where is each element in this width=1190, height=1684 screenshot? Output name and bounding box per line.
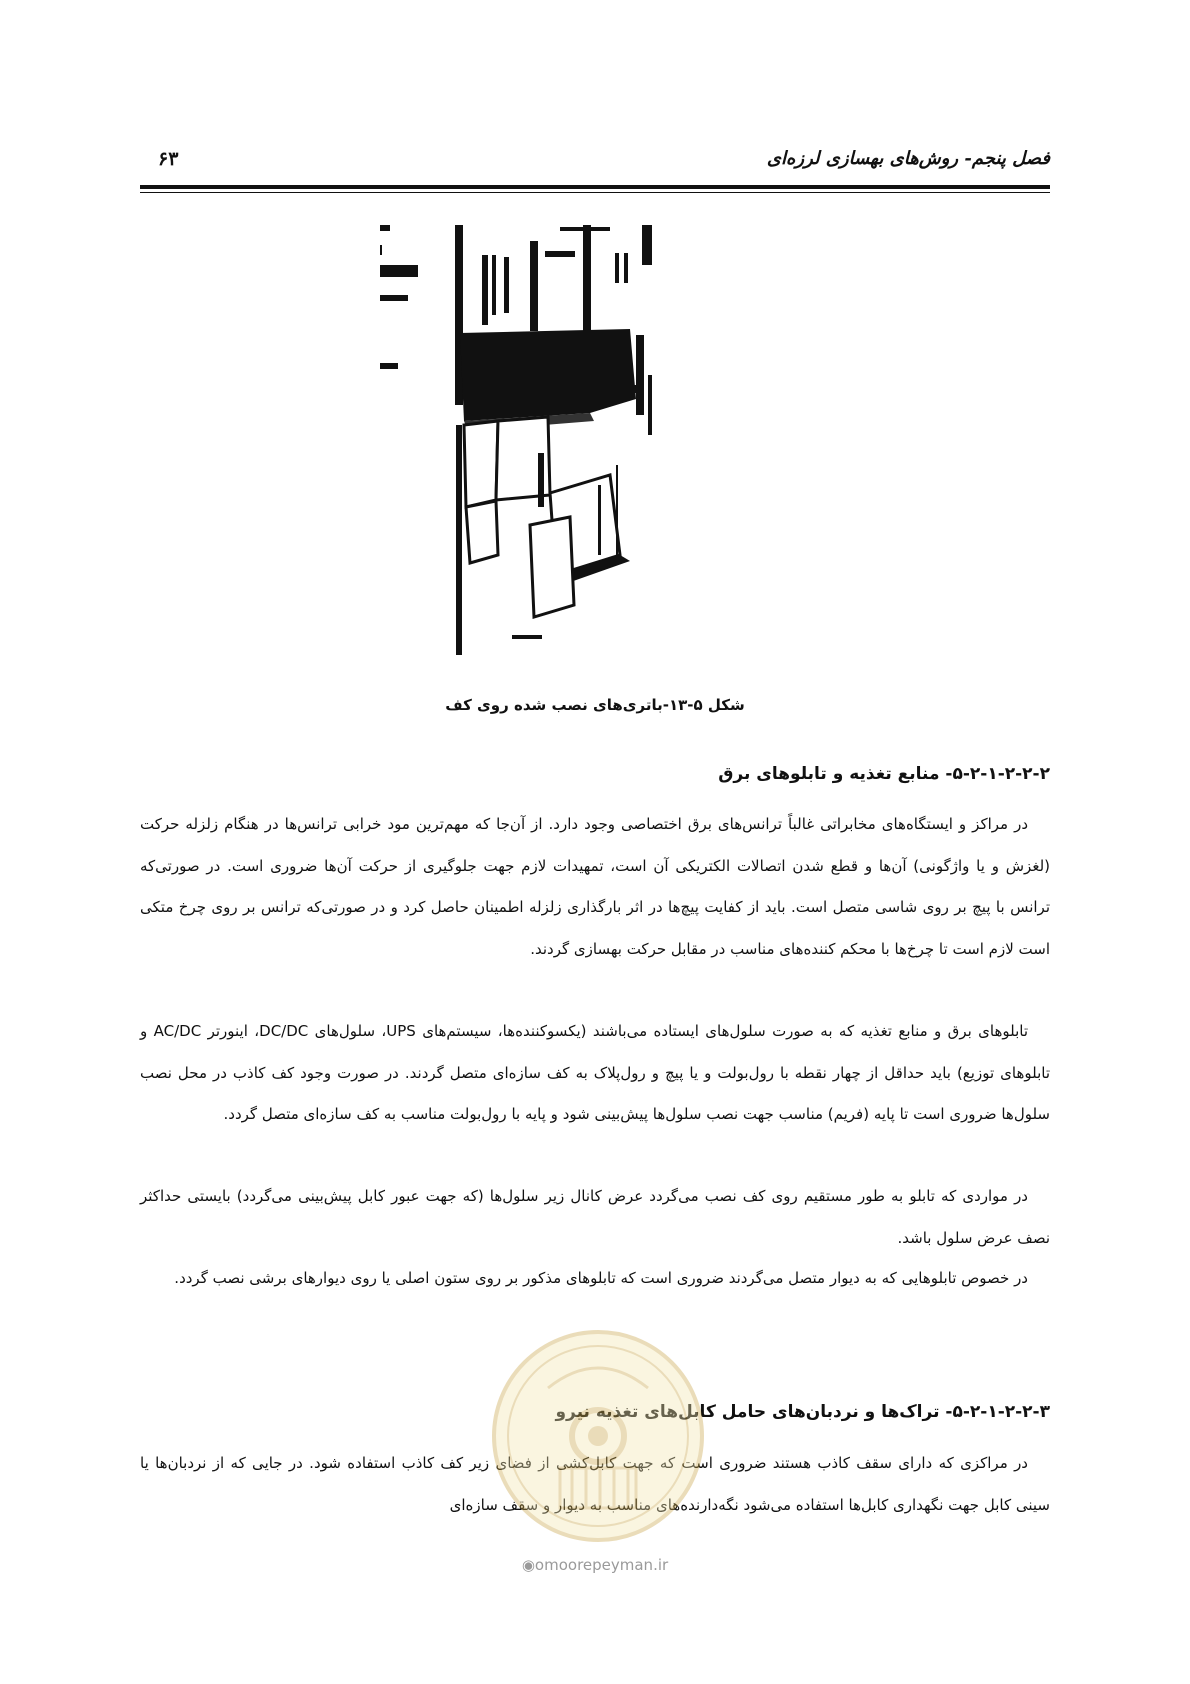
figure-caption: شکل ۵-۱۳-باتری‌های نصب شده روی کف <box>445 696 745 714</box>
chapter-title: فصل پنجم- روش‌های بهسازی لرزه‌ای <box>766 148 1050 169</box>
battery-photo-image <box>380 225 730 655</box>
watermark-site <box>0 1556 1190 1574</box>
watermark-icon: ◉ <box>521 1556 535 1574</box>
section-heading-cable-trays: ۵-۲-۱-۲-۲-۳- تراک‌ها و نردبان‌های حامل کابل‌های تغذیه نیرو <box>555 1402 1050 1422</box>
paragraph-panels: تابلوهای برق و منابع تغذیه که به صورت سلول‌های ایستاده می‌باشند (یکسوکننده‌ها، سیستم‌های UPS، سلول‌های DC/DC، اینورتر AC/DC و تابلوهای توزیع) باید حداقل از چهار نقطه با رول‌بولت و یا پیچ و رول‌پلاک به کف سازه‌ای متصل گردند. در صورت وجود کف کاذب در محل نصب سلول‌ها ضروری است تا پایه (فریم) مناسب جهت نصب سلول‌ها پیش‌بینی شود و پایه با رول‌بولت مناسب به کف سازه‌ای متصل گردد. <box>140 1022 1050 1123</box>
paragraph-cable-channel: در مواردی که تابلو به طور مستقیم روی کف نصب می‌گردد عرض کانال زیر سلول‌ها (که جهت عبور کابل پیش‌بینی می‌گردد) بایستی حداکثر نصف عرض سلول باشد. <box>140 1187 1050 1247</box>
battery-photo <box>380 225 730 655</box>
header-rule-thin <box>140 192 1050 193</box>
header-rule-thick <box>140 185 1050 189</box>
paragraph-wall-panels: در خصوص تابلوهایی که به دیوار متصل می‌گردند ضروری است که تابلوهای مذکور بر روی ستون اصلی یا روی دیوارهای برشی نصب گردد. <box>174 1269 1028 1287</box>
page-header <box>140 138 1050 182</box>
paragraph-false-ceiling: در مراکزی که دارای سقف کاذب هستند ضروری است که جهت کابل‌کشی از فضای زیر کف کاذب استفاده شود. در جایی که از نردبان‌ها یا سینی کابل جهت نگهداری کابل‌ها استفاده می‌شود نگه‌دارنده‌های مناسب به دیوار و سقف سازه‌ای <box>140 1454 1050 1514</box>
section-heading-power-supply: ۵-۲-۱-۲-۲-۲- منابع تغذیه و تابلوهای برق <box>718 764 1050 784</box>
watermark-site-text: omoorepeyman.ir <box>534 1556 669 1574</box>
paragraph-transformers: در مراکز و ایستگاه‌های مخابراتی غالباً ترانس‌های برق اختصاصی وجود دارد. از آن‌جا که مهم‌ترین مود خرابی ترانس‌ها در هنگام زلزله حرکت (لغزش و یا واژگونی) آن‌ها و قطع شدن اتصالات الکتریکی آن است، تمهیدات لازم جهت جلوگیری از حرکت آن‌ها ضروری است. در صورتی‌که ترانس با پیچ بر روی شاسی متصل است. باید از کفایت پیچ‌ها در اثر بارگذاری زلزله اطمینان حاصل کرد و در صورتی‌که ترانس بر روی چرخ متکی است لازم است تا چرخ‌ها با محکم کننده‌های مناسب در مقابل حرکت بهسازی گردند. <box>140 815 1050 958</box>
page-number: ۶۳ <box>158 148 179 170</box>
